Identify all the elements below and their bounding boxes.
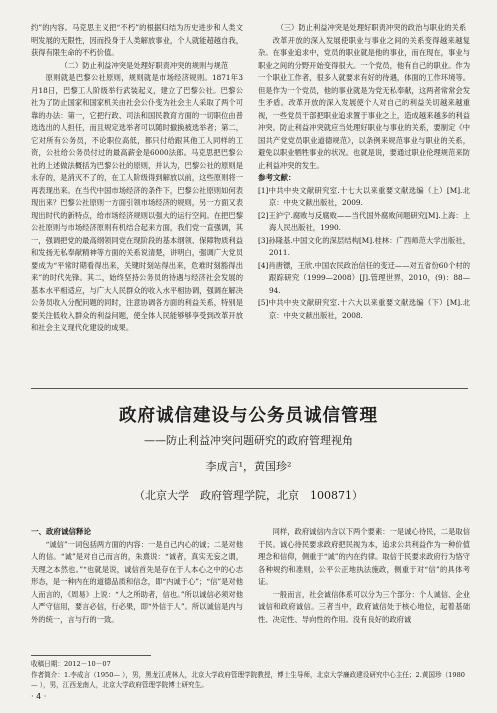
footnote-rule — [31, 655, 151, 656]
article-affiliation: （北京大学 政府管理学院，北京 100871） — [134, 489, 363, 502]
paragraph: 原则就是巴黎公社原则，规则就是市场经济规则。1871年3月18日，巴黎工人阶级举行武装起义，建立了巴黎公社。巴黎公社为了防止国家和国家机关由社会公仆变为社会主人采取了两个可靠的办法：第一，它把行政、司法和国民教育方面的一切职位由普选选出的人担任，而且规定选举者可以随时撤换被选举者；第二，它对所有公务员，不论职位高低，都只付给跟其他工人同样的工资，公社给公务员付过的最高薪金是6000法郎。马克思把巴黎公社的上述做法概括为巴黎公社的原则，并认为，巴黎公社的原则是永存的，是消灭不了的，在工人阶级得到解放以前，这些原则将一再表现出来。在当代中国市场经济的条件下，巴黎公社原则如何表现出来？巴黎公社原则一方面引领市场经济的规则，另一方面又表现出时代的新特点，给市场经济规则以强大的运行空间。在把巴黎公社原则与市场经济原则有机结合起来方面，我们党一直强调，其一，强调把党的最高纲领同党在现阶段的基本纲领、保障物质利益和发扬无私奉献精神等方面的关系说清楚，讲明白，强调广大党员要成为“平常时期看得出来，关键时刻站得出来，危难时刻豁得出来”的时代先锋。其二，始终坚持公务员的待遇与经济社会发展的基本水平相适应，与广大人民群众的收入水平相协调，强调在解决公务员收入分配问题的同时，注意协调各方面的利益关系，特别是要关注低收入群众的利益问题，使全体人民能够够享受到改革开放和社会主义现代化建设的成果。 — [31, 73, 243, 332]
paragraph: 改革开放的深入发展使职业与事业之间的关系变得越来越复杂。在事业追求中，党员的职业就是他的事业，而在现在，事业与职业之间的分野开始变得很大。一个党员，他有自己的职业。作为一个职业工作者，很多人就要求有好的待遇，体面的工作环境等。但是作为一个党员，他的事业就是为党无私奉献，这两者常常会发生矛盾。改革开放的深入发展使个人对自己的利益关切越来越重视，一些党员干部把职业追求置于事业之上，造成越来越多的利益冲突。防止利益冲突就应当处理好职业与事业的关系，要制定《中国共产党党员职业道德规范》，以条例来规范事业与职业的关系，避免以职业牺牲事业的状况。也就是说，要通过职业伦理规范来防止利益冲突的发生。 — [258, 35, 470, 170]
footnote — [31, 659, 468, 691]
subsection-heading: （三）防止利益冲突是处理好职责冲突的政治与职业的关系 — [276, 23, 467, 32]
subsection-heading: （二）防止利益冲突是处理好职责冲突的规则与规范 — [60, 60, 229, 70]
paragraph: 一般而言，社会诚信体系可以分为三个部分：个人诚信、企业诚信和政府诚信。三者当中，政府诚信处于核心地位，起着基础性、决定性、导向性的作用。没有良好的政府诚 — [258, 589, 470, 624]
article-subtitle: ——防止利益冲突问题研究的政府管理视角 — [144, 434, 353, 447]
section-heading: 一、政府诚信释论 — [31, 527, 91, 536]
reference-item: [2]王沪宁.腐败与反腐败——当代国外腐败问题研究[M].上海：上海人民出版社，1990. — [258, 210, 470, 232]
bottom-left-column — [31, 526, 243, 626]
bottom-right-column — [258, 526, 470, 626]
paragraph: 同样，政府诚信内含以下两个要素：一是诚心待民，二是取信于民。诚心待民要求政府把民视为本，追求公共利益作为一种价值理念和信仰，侧重于“诚”的内在约律。取信于民要求政府行为恪守各种规约和准则，公平公正地执法施政，侧重于对“信”的具体考证。 — [258, 527, 470, 586]
references-heading: 参考文献： — [258, 173, 296, 182]
top-left-column — [31, 22, 243, 335]
article-title: 政府诚信建设与公务员诚信管理 — [119, 406, 378, 426]
reference-item: [1]中共中央文献研究室.十七大以来重要文献选编（上）[M].北京：中央文献出版社，2009. — [258, 185, 470, 207]
section-divider — [31, 388, 468, 389]
author-bio: 作者简介：1.李成言（1950— ），男，黑龙江虎林人，北京大学政府管理学院教授，博士生导师，北京大学廉政建设研究中心主任；2.黄国珍（1980— ），男，江西龙南人，北京大学政府管理学院博士研究生。 — [31, 670, 465, 689]
page-number: · 4 · — [31, 692, 47, 701]
received-date: 收稿日期：2012－10－07 — [31, 660, 111, 668]
top-right-column — [258, 22, 470, 322]
paragraph: “诚信”一词包括两方面的内容：一是自己内心的诚；二是对他人的信。“诚”是对自己而言的，朱熹说：“诚者，真实无妄之谓，天理之本然也。”“也就是说，诚信首先是存在于人本心之中的心志形态，是一种内在的道德品质和信念，即“内诚于心”；“信”是对他人而言的，《周易》上说：“人之所助者，信也。”所以诚信必须对他人严守信用，要言必信，行必果，即“外信于人”。所以诚信是内与外的统一，言与行的一致。 — [31, 539, 243, 624]
reference-item: [5]中共中央文献研究室.十六大以来重要文献选编（下）[M].北京：中央文献出版社，2008. — [258, 298, 470, 320]
paragraph: 约”的内容。马克思主义把“不朽”的根据归结为历史进步和人类文明发展的无限性，因而投身于人类解放事业，个人就能超越自我，获得有限生命的不朽价值。 — [31, 23, 243, 57]
reference-item: [3]孙隆基.中国文化的深层结构[M].桂林：广西师范大学出版社，2011. — [258, 235, 470, 257]
reference-item: [4]肖唐镖，王欣.中国农民政治信任的变迁——对五省份60个村的跟踪研究（1999—2008）[J].管理世界，2010，(9)：88—94. — [258, 260, 470, 295]
article-authors: 李成言¹，黄国珍² — [205, 460, 292, 473]
